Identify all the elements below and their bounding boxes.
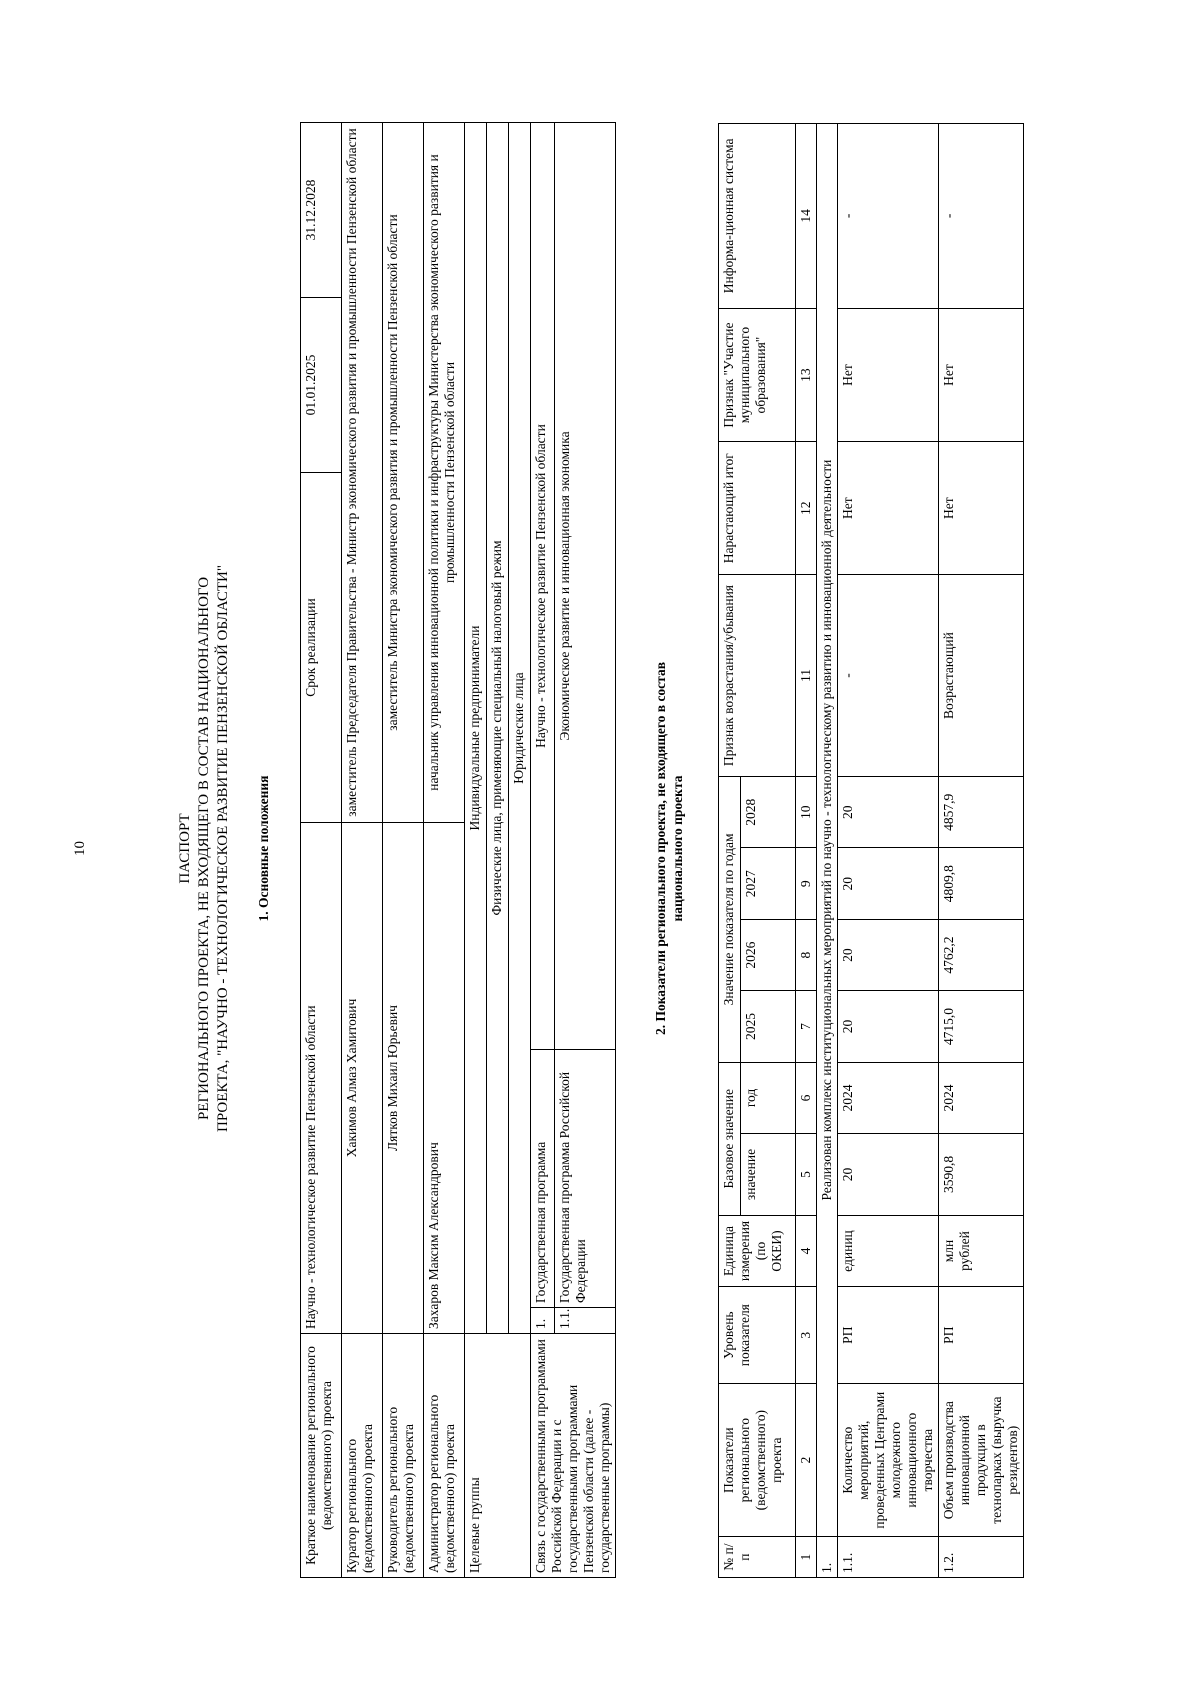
row-base-value: 3590,8: [939, 1134, 1024, 1216]
indicators-table: [718, 123, 1024, 1578]
column-number: 3: [796, 1287, 817, 1384]
page-title: [176, 0, 233, 1697]
section-2-heading-line-2: национального проекта: [670, 775, 685, 922]
section-2-heading: [652, 0, 686, 1697]
link-name: Научно - технологическое развитие Пензенской области: [531, 123, 555, 1050]
table-row: [342, 123, 383, 1578]
table-row: [424, 123, 465, 1578]
row-value-2025: 4715,0: [939, 991, 1024, 1062]
header-indicator: Показатели регионального (ведомственного) проекта: [719, 1384, 796, 1537]
row-cumulative: Нет: [838, 442, 939, 575]
target-group-item: Индивидуальные предприниматели: [465, 123, 487, 1334]
row-base-year: 2024: [838, 1062, 939, 1133]
period-label: Срок реализации: [301, 473, 342, 823]
link-type: Государственная программа Российской Федерации: [554, 1050, 615, 1308]
table-row: [838, 124, 939, 1578]
section-2-heading-line-1: 2. Показатели регионального проекта, не входящего в состав: [653, 661, 668, 1036]
row-level: РП: [838, 1287, 939, 1384]
column-number: 14: [796, 124, 817, 309]
short-name-label: Краткое наименование регионального (ведомственного) проекта: [301, 1334, 342, 1578]
page-number: 10: [72, 841, 88, 856]
row-municipal: Нет: [939, 308, 1024, 442]
table-row: [531, 123, 555, 1578]
target-groups-label: Целевые группы: [465, 1334, 531, 1578]
row-infosystem: -: [838, 124, 939, 309]
row-base-year: 2024: [939, 1062, 1024, 1133]
head-position: заместитель Министра экономического развития и промышленности Пензенской области: [383, 123, 424, 823]
header-num: № п/п: [719, 1537, 796, 1578]
row-indicator-name: Количество мероприятий, проведенных Центрами молодежного инновационного творчества: [838, 1384, 939, 1537]
header-cumulative: Нарастающий итог: [719, 442, 796, 575]
table-row: [939, 124, 1024, 1578]
row-value-2028: 4857,9: [939, 777, 1024, 848]
group-num: 1.: [817, 1537, 838, 1578]
row-base-value: 20: [838, 1134, 939, 1216]
curator-label: Куратор регионального (ведомственного) проекта: [342, 1334, 383, 1578]
header-level: Уровень показателя: [719, 1287, 796, 1384]
period-start: 01.01.2025: [301, 297, 341, 472]
header-base-year: год: [741, 1062, 796, 1133]
row-trend: Возрастающий: [939, 575, 1024, 777]
column-number: 12: [796, 442, 817, 575]
target-group-item: Физические лица, применяющие специальный налоговый режим: [487, 123, 509, 1334]
admin-name: Захаров Максим Александрович: [424, 823, 465, 1334]
link-name: Экономическое развитие и инновационная экономика: [554, 123, 615, 1050]
head-name: Лятков Михаил Юрьевич: [383, 823, 424, 1334]
column-number: 10: [796, 777, 817, 848]
column-number: 8: [796, 919, 817, 990]
main-provisions-table: [300, 122, 616, 1578]
links-label: Связь с государственными программами Российской Федерации и с государственными программами Пензенской области (далее - государственные программы): [531, 1334, 616, 1578]
row-cumulative: Нет: [939, 442, 1024, 575]
row-indicator-name: Объем производства инновационной продукции в технопарках (выручка резидентов): [939, 1384, 1024, 1537]
row-value-2025: 20: [838, 991, 939, 1062]
header-unit: Единица измерения (по ОКЕИ): [719, 1215, 796, 1286]
column-number-row: [796, 124, 817, 1578]
row-num: 1.2.: [939, 1537, 1024, 1578]
header-municipal: Признак "Участие муниципального образования": [719, 308, 796, 442]
column-number: 7: [796, 991, 817, 1062]
header-years-group: Значение показателя по годам: [719, 777, 741, 1063]
title-line-3: ПРОЕКТА, "НАУЧНО - ТЕХНОЛОГИЧЕСКОЕ РАЗВИТИЕ ПЕНЗЕНСКОЙ ОБЛАСТИ": [215, 565, 231, 1132]
header-trend: Признак возрастания/убывания: [719, 575, 796, 777]
column-number: 6: [796, 1062, 817, 1133]
short-name-value: Научно - технологическое развитие Пензенской области: [301, 823, 342, 1334]
section-1-heading: 1. Основные положения: [256, 775, 271, 922]
column-number: 9: [796, 848, 817, 919]
row-unit: млн рублей: [939, 1215, 1024, 1286]
row-unit: единиц: [838, 1215, 939, 1286]
period-end: 31.12.2028: [303, 179, 318, 241]
title-line-2: РЕГИОНАЛЬНОГО ПРОЕКТА, НЕ ВХОДЯЩЕГО В СОСТАВ НАЦИОНАЛЬНОГО: [196, 576, 212, 1121]
row-infosystem: -: [939, 124, 1024, 309]
row-value-2027: 4809,8: [939, 848, 1024, 919]
column-number: 2: [796, 1384, 817, 1537]
column-number: 13: [796, 308, 817, 442]
row-value-2028: 20: [838, 777, 939, 848]
period-dates: [301, 123, 342, 473]
title-line-1: ПАСПОРТ: [177, 813, 193, 884]
row-value-2027: 20: [838, 848, 939, 919]
group-row: [817, 124, 838, 1578]
link-num: 1.: [531, 1308, 555, 1334]
row-trend: -: [838, 575, 939, 777]
link-num: 1.1.: [554, 1308, 615, 1334]
table-header-row: [719, 124, 741, 1578]
header-infosystem: Информа-ционная система: [719, 124, 796, 309]
target-group-item: Юридические лица: [509, 123, 531, 1334]
header-year-2025: 2025: [741, 991, 796, 1062]
table-row: [383, 123, 424, 1578]
header-year-2026: 2026: [741, 919, 796, 990]
head-label: Руководитель регионального (ведомственного) проекта: [383, 1334, 424, 1578]
link-type: Государственная программа: [531, 1050, 555, 1308]
group-title: Реализован комплекс институциональных мероприятий по научно - технологическому развитию и инновационной деятельности: [817, 124, 838, 1537]
column-number: 1: [796, 1537, 817, 1578]
row-municipal: Нет: [838, 308, 939, 442]
curator-name: Хакимов Алмаз Хамитович: [342, 823, 383, 1334]
column-number: 11: [796, 575, 817, 777]
row-value-2026: 20: [838, 919, 939, 990]
row-num: 1.1.: [838, 1537, 939, 1578]
admin-position: начальник управления инновационной политики и инфраструктуры Министерства экономического развития и промышленности Пензенской области: [424, 123, 465, 823]
header-base: Базовое значение: [719, 1062, 741, 1215]
row-value-2026: 4762,2: [939, 919, 1024, 990]
header-year-2027: 2027: [741, 848, 796, 919]
header-base-value: значение: [741, 1134, 796, 1216]
table-row: [301, 123, 342, 1578]
admin-label: Администратор регионального (ведомственного) проекта: [424, 1334, 465, 1578]
column-number: 5: [796, 1134, 817, 1216]
table-row: [465, 123, 487, 1578]
header-year-2028: 2028: [741, 777, 796, 848]
column-number: 4: [796, 1215, 817, 1286]
curator-position: заместитель Председателя Правительства - Министр экономического развития и промышленности Пензенской области: [342, 123, 383, 823]
row-level: РП: [939, 1287, 1024, 1384]
